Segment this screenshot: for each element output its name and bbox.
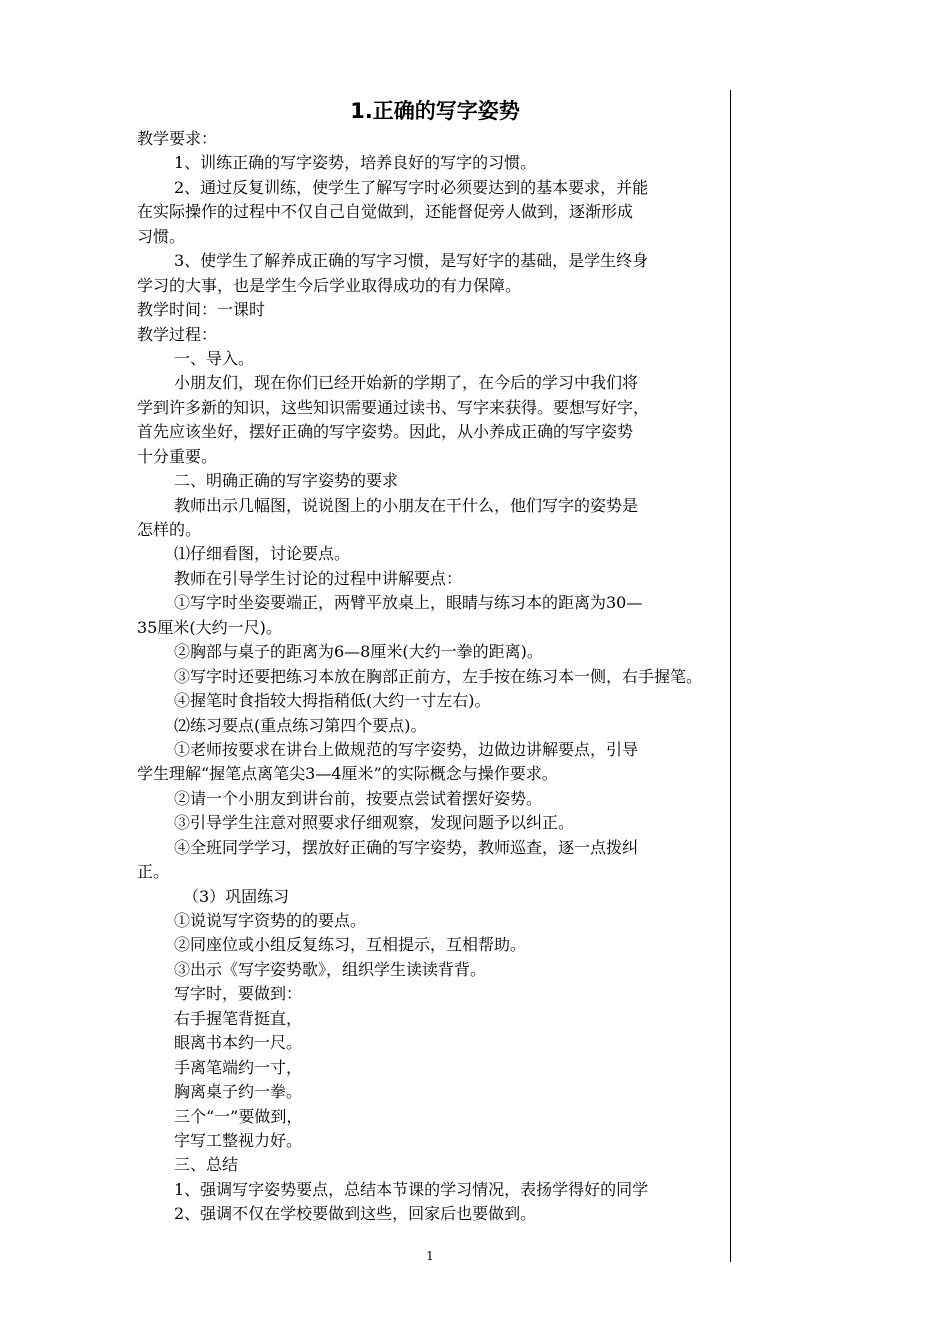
- text-line: 十分重要。: [137, 446, 218, 466]
- document-title: 1.正确的写字姿势: [350, 99, 520, 123]
- text-line: 习惯。: [137, 226, 186, 246]
- text-line: 三个“一”要做到，: [174, 1106, 303, 1126]
- document-page: [137, 95, 737, 1227]
- text-line: 手离笔端约一寸，: [174, 1057, 303, 1077]
- text-line: 1、训练正确的写字姿势，培养良好的写字的习惯。: [174, 153, 537, 173]
- text-line: 1、强调写字姿势要点，总结本节课的学习情况，表扬学得好的同学: [174, 1179, 649, 1199]
- text-line: ②请一个小朋友到讲台前，按要点尝试着摆好姿势。: [174, 788, 543, 808]
- text-line: ②同座位或小组反复练习，互相提示，互相帮助。: [174, 935, 527, 955]
- text-line: 教学要求：: [137, 129, 218, 148]
- text-line: 正。: [137, 862, 170, 882]
- text-line: 教学时间：一课时: [137, 300, 266, 320]
- text-line: 35厘米(大约一尺)。: [137, 617, 282, 637]
- page-number: 1: [426, 1249, 434, 1263]
- document-body: [137, 127, 737, 1227]
- text-line: 眼离书本约一尺。: [174, 1033, 303, 1053]
- text-line: ③写字时还要把练习本放在胸部正前方，左手按在练习本一侧，右手握笔。: [174, 666, 703, 686]
- text-line: 学生理解“握笔点离笔尖3—4厘米”的实际概念与操作要求。: [137, 764, 558, 784]
- text-line: ④握笔时食指较大拇指稍低(大约一寸左右)。: [174, 691, 491, 711]
- text-line: 2、强调不仅在学校要做到这些，回家后也要做到。: [174, 1204, 537, 1224]
- text-line: ①老师按要求在讲台上做规范的写字姿势，边做边讲解要点，引导: [174, 739, 639, 759]
- text-line: 三、总结: [174, 1155, 239, 1175]
- text-line: 右手握笔背挺直，: [174, 1008, 303, 1028]
- text-line: ③出示《写字姿势歌》，组织学生读读背背。: [174, 959, 487, 979]
- text-line: 胸离桌子约一拳。: [174, 1082, 303, 1102]
- text-line: ①说说写字资势的的要点。: [174, 911, 367, 930]
- text-line: （3）巩固练习: [183, 886, 290, 906]
- text-line: 学习的大事，也是学生今后学业取得成功的有力保障。: [137, 275, 522, 295]
- text-line: 字写工整视力好。: [174, 1130, 303, 1150]
- text-line: ④全班同学学习，摆放好正确的写字姿势，教师巡查，逐一点拨纠: [174, 837, 639, 857]
- text-line: 怎样的。: [137, 520, 202, 539]
- text-line: ①写字时坐姿要端正，两臂平放桌上，眼睛与练习本的距离为30—: [174, 593, 643, 613]
- text-line: 学到许多新的知识，这些知识需要通过读书、写字来获得。要想写好字，: [137, 397, 650, 417]
- text-line: ⑵练习要点(重点练习第四个要点)。: [174, 715, 427, 735]
- text-line: 首先应该坐好，摆好正确的写字姿势。因此，从小养成正确的写字姿势: [137, 422, 634, 442]
- text-line: 在实际操作的过程中不仅自己自觉做到，还能督促旁人做到，逐渐形成: [137, 202, 634, 222]
- text-line: 教师在引导学生讨论的过程中讲解要点：: [174, 568, 463, 588]
- text-line: 教师出示几幅图，说说图上的小朋友在干什么，他们写字的姿势是: [174, 495, 639, 515]
- text-line: 2、通过反复训练，使学生了解写字时必须要达到的基本要求，并能: [174, 177, 649, 197]
- text-line: 小朋友们，现在你们已经开始新的学期了，在今后的学习中我们将: [174, 373, 639, 393]
- text-line: 一、导入。: [174, 348, 255, 368]
- text-line: 教学过程：: [137, 324, 218, 344]
- text-line: ③引导学生注意对照要求仔细观察，发现问题予以纠正。: [174, 813, 575, 833]
- text-line: 二、明确正确的写字姿势的要求: [174, 471, 399, 491]
- text-line: 写字时，要做到：: [174, 984, 303, 1004]
- text-line: ②胸部与桌子的距离为6—8厘米(大约一拳的距离)。: [174, 642, 543, 662]
- text-line: ⑴仔细看图，讨论要点。: [174, 544, 351, 564]
- text-line: 3、使学生了解养成正确的写字习惯，是写好字的基础，是学生终身: [174, 251, 649, 271]
